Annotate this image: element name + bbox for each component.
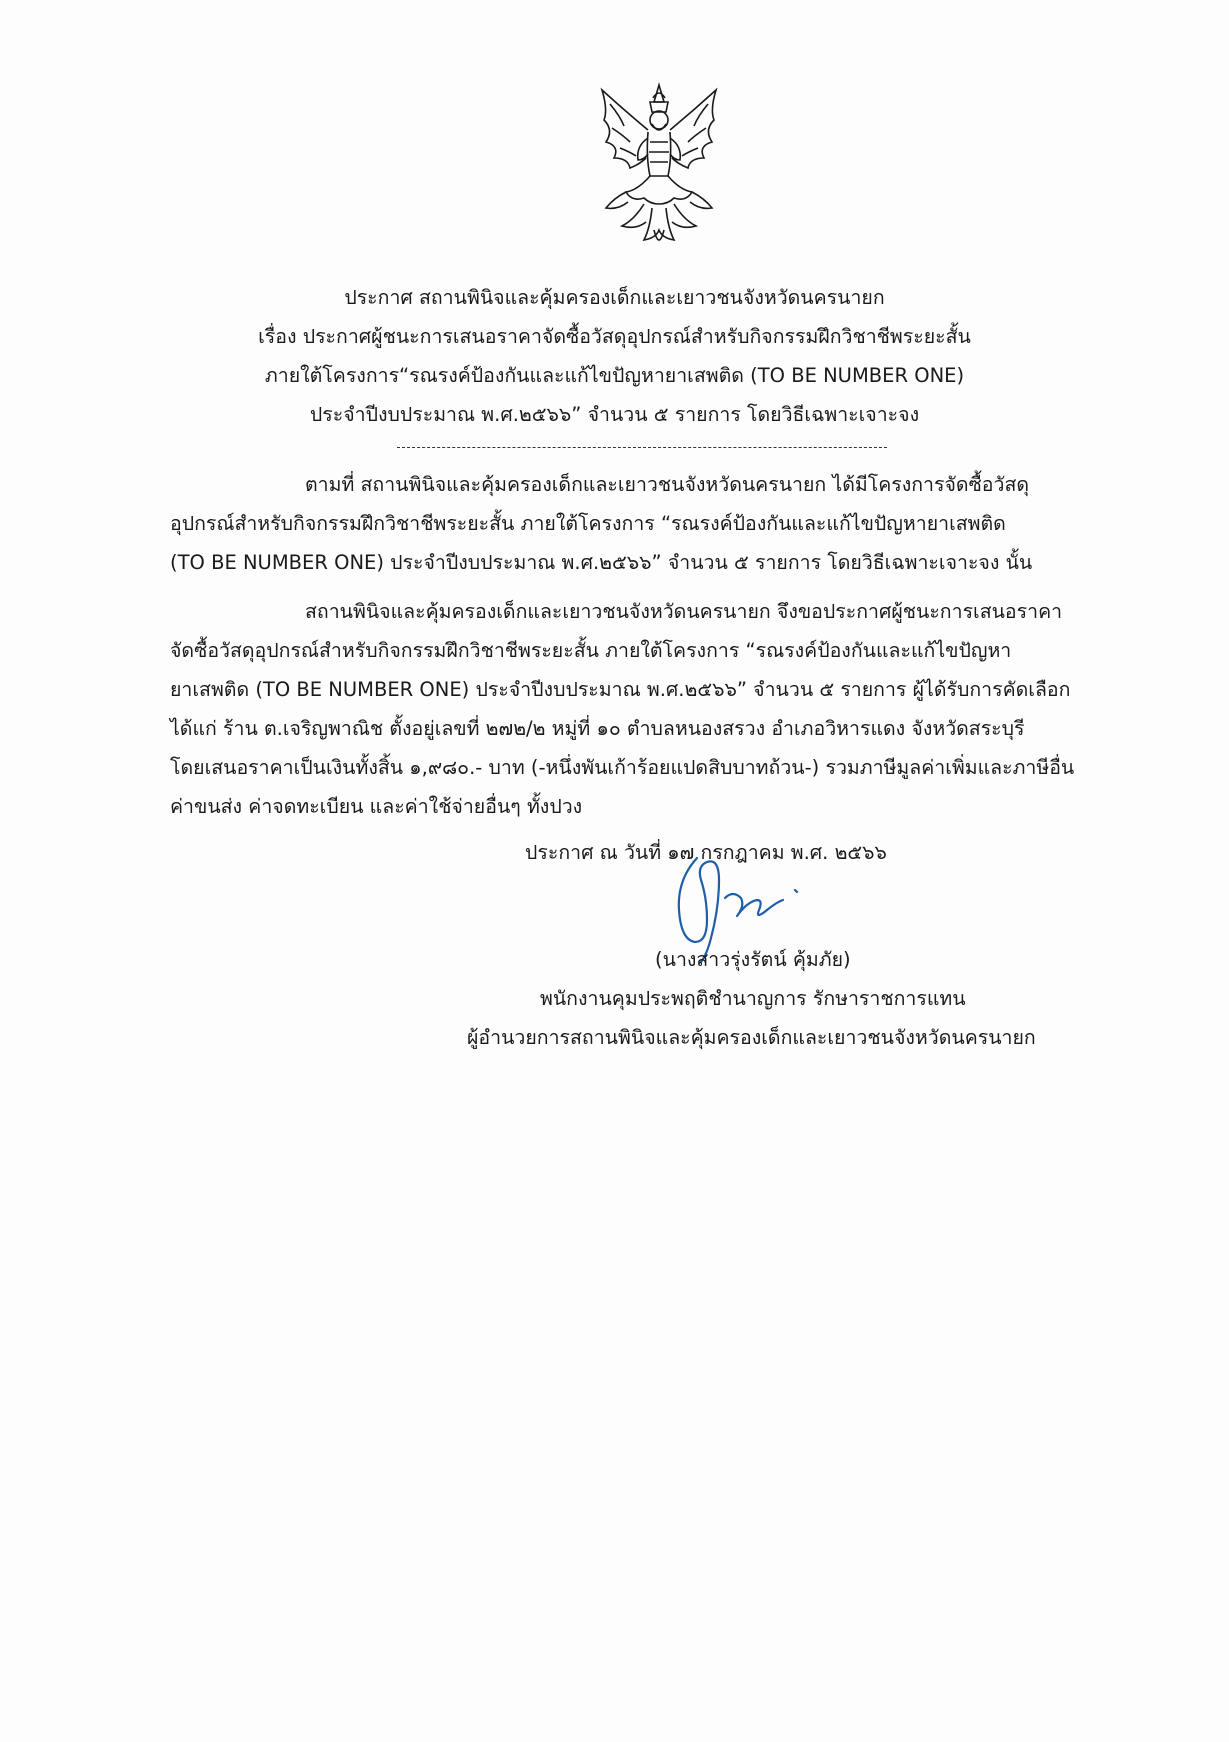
- announcement-subject-line-2: ภายใต้โครงการ“รณรงค์ป้องกันและแก้ไขปัญหายาเสพติด (TO BE NUMBER ONE): [264, 364, 965, 387]
- announcement-title: ประกาศ สถานพินิจและคุ้มครองเด็กและเยาวชนจังหวัดนครนายก: [344, 286, 885, 309]
- paragraph-2-line-1: สถานพินิจและคุ้มครองเด็กและเยาวชนจังหวัดนครนายก จึงขอประกาศผู้ชนะการเสนอราคา: [305, 600, 1063, 623]
- signatory-position-line-2: ผู้อำนวยการสถานพินิจและคุ้มครองเด็กและเยาวชนจังหวัดนครนายก: [467, 1026, 1036, 1049]
- paragraph-1-line-3: (TO BE NUMBER ONE) ประจำปีงบประมาณ พ.ศ.๒๕๖๖” จำนวน ๕ รายการ โดยวิธีเฉพาะเจาะจง นั้น: [170, 551, 1033, 574]
- garuda-emblem-icon: [584, 80, 734, 255]
- paragraph-2-line-6: ค่าขนส่ง ค่าจดทะเบียน และค่าใช้จ่ายอื่นๆ ทั้งปวง: [170, 795, 583, 818]
- paragraph-1-line-1: ตามที่ สถานพินิจและคุ้มครองเด็กและเยาวชนจังหวัดนครนายก ได้มีโครงการจัดซื้อวัสดุ: [305, 473, 1030, 496]
- paragraph-1-line-2: อุปกรณ์สำหรับกิจกรรมฝึกวิชาชีพระยะสั้น ภายใต้โครงการ “รณรงค์ป้องกันและแก้ไขปัญหายาเสพติด: [170, 512, 1006, 535]
- signatory-name: (นางสาวรุ่งรัตน์ คุ้มภัย): [655, 948, 851, 971]
- paragraph-2-line-5: โดยเสนอราคาเป็นเงินทั้งสิ้น ๑,๙๘๐.- บาท (-หนึ่งพันเก้าร้อยแปดสิบบาทถ้วน-) รวมภาษีมูลค่าเพิ่มและภาษีอื่น: [170, 756, 1075, 779]
- separator-dashed-line: [397, 447, 887, 448]
- paragraph-2-line-3: ยาเสพติด (TO BE NUMBER ONE) ประจำปีงบประมาณ พ.ศ.๒๕๖๖” จำนวน ๕ รายการ ผู้ได้รับการคัดเลือก: [170, 678, 1071, 701]
- paragraph-2-line-2: จัดซื้อวัสดุอุปกรณ์สำหรับกิจกรรมฝึกวิชาชีพระยะสั้น ภายใต้โครงการ “รณรงค์ป้องกันและแก้ไขปัญหา: [170, 639, 1012, 662]
- paragraph-2-line-4: ได้แก่ ร้าน ต.เจริญพาณิช ตั้งอยู่เลขที่ ๒๗๒/๒ หมู่ที่ ๑๐ ตำบลหนองสรวง อำเภอวิหารแดง จังหวัดสระบุรี: [170, 717, 1025, 740]
- announcement-subject-line-1: เรื่อง ประกาศผู้ชนะการเสนอราคาจัดซื้อวัสดุอุปกรณ์สำหรับกิจกรรมฝึกวิชาชีพระยะสั้น: [258, 325, 971, 348]
- signatory-position-line-1: พนักงานคุมประพฤติชำนาญการ รักษาราชการแทน: [540, 987, 966, 1010]
- announcement-subject-line-3: ประจำปีงบประมาณ พ.ศ.๒๕๖๖” จำนวน ๕ รายการ โดยวิธีเฉพาะเจาะจง: [309, 403, 920, 426]
- announcement-date: ประกาศ ณ วันที่ ๑๗ กรกฎาคม พ.ศ. ๒๕๖๖: [525, 841, 887, 864]
